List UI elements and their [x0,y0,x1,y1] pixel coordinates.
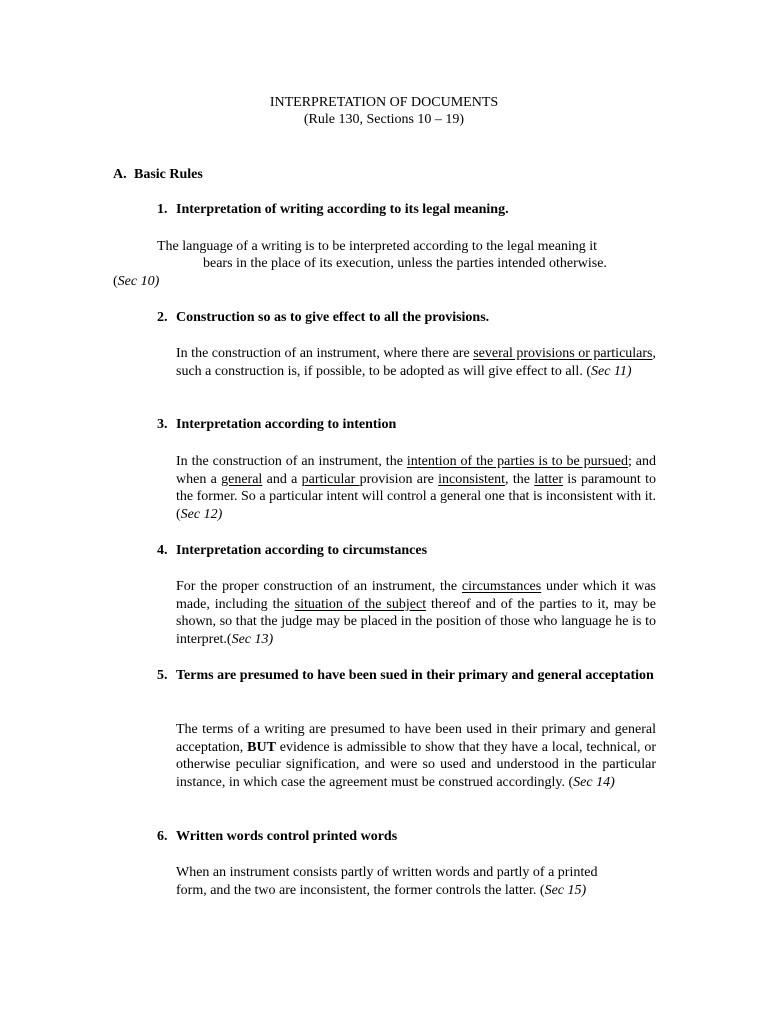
rule-5-heading: Terms are presumed to have been sued in their primary and general acceptation [176,668,654,683]
rule-3-text: , the [505,471,535,487]
rule-3-body [176,453,656,523]
rule-4-underlined-phrase: situation of the subject [294,596,427,612]
rule-4-text: For the proper construction of an instrument, the [176,579,462,594]
rule-6-text: form, and the two are inconsistent, the former controls the latter. ( [176,883,545,898]
section-title: Basic Rules [134,167,203,182]
rule-3-text: is paramount to the former. So a particular intent will control a general one that is inconsistent with it. ( [176,471,656,522]
rule-3-underlined-phrase: intention of the parties is to be pursued [406,454,628,469]
rule-4-text: under which it was made, including the [176,579,656,612]
rule-1-citation [113,273,159,291]
document-title: INTERPRETATION OF DOCUMENTS [269,95,499,110]
rule-4-citation: Sec 13) [231,631,274,647]
rule-5-number: 5. [157,668,168,683]
rule-1-number: 1. [157,202,168,217]
rule-2-text: In the construction of an instrument, where there are [176,346,474,361]
rule-1-text-line-2: bears in the place of its execution, unless the parties intended otherwise. [203,256,607,271]
rule-1-citation-paren: ( [113,274,118,289]
rule-3-underlined-phrase: inconsistent [438,471,506,487]
rule-2-body [176,345,656,380]
rule-2-underlined-phrase: several provisions or particulars [473,346,653,361]
rule-6-heading: Written words control printed words [176,829,398,844]
rule-3-underlined-phrase: latter [534,471,564,487]
rule-3-number: 3. [157,417,168,432]
rule-2-number: 2. [157,310,168,325]
rule-3-citation: Sec 12) [180,506,223,522]
rule-2-text: , such a construction is, if possible, to be adopted as will give effect to all. ( [176,346,656,379]
rule-6-text-line-1: When an instrument consists partly of written words and partly of a printed [176,865,598,880]
rule-3-underlined-phrase: particular [301,471,360,487]
rule-5-body [176,721,656,791]
rule-6-citation: Sec 15) [544,883,587,898]
rule-5-text: The terms of a writing are presumed to have been used in their primary and general acceptation, [176,722,656,755]
rule-3-text: and a [262,471,302,487]
rule-4-number: 4. [157,543,168,558]
rule-1-heading: Interpretation of writing according to its legal meaning. [176,202,509,217]
rule-6-text-line-2 [176,882,586,900]
rule-2-heading: Construction so as to give effect to all the provisions. [176,310,490,325]
rule-2-citation: Sec 11) [590,363,632,379]
rule-3-text: ; and when a [176,454,657,487]
rule-3-text: provision are [359,471,439,487]
rule-1-citation-ref: Sec 10) [117,274,160,289]
rule-5-bold-word: BUT [247,739,276,755]
section-marker: A. [113,167,127,182]
rule-3-heading: Interpretation according to intention [176,417,397,432]
rule-1-text-line-1: The language of a writing is to be interpreted according to the legal meaning it [157,239,598,254]
document-subtitle: (Rule 130, Sections 10 – 19) [303,112,465,127]
rule-3-text: In the construction of an instrument, the [176,454,407,469]
rule-4-underlined-phrase: circumstances [461,579,542,594]
rule-4-body [176,578,656,648]
rule-5-text: evidence is admissible to show that they have a local, technical, or otherwise peculiar signification, and were so used and understood in the particular instance, in which case the agreement must be construed accordingly. ( [176,739,656,790]
rule-3-underlined-phrase: general [221,471,263,487]
rule-6-number: 6. [157,829,168,844]
rule-5-citation: Sec 14) [573,774,615,790]
rule-4-heading: Interpretation according to circumstances [176,543,428,558]
rule-4-text: thereof and of the parties to it, may be shown, so that the judge may be placed in the position of those who language he is to interpret.( [176,596,656,647]
